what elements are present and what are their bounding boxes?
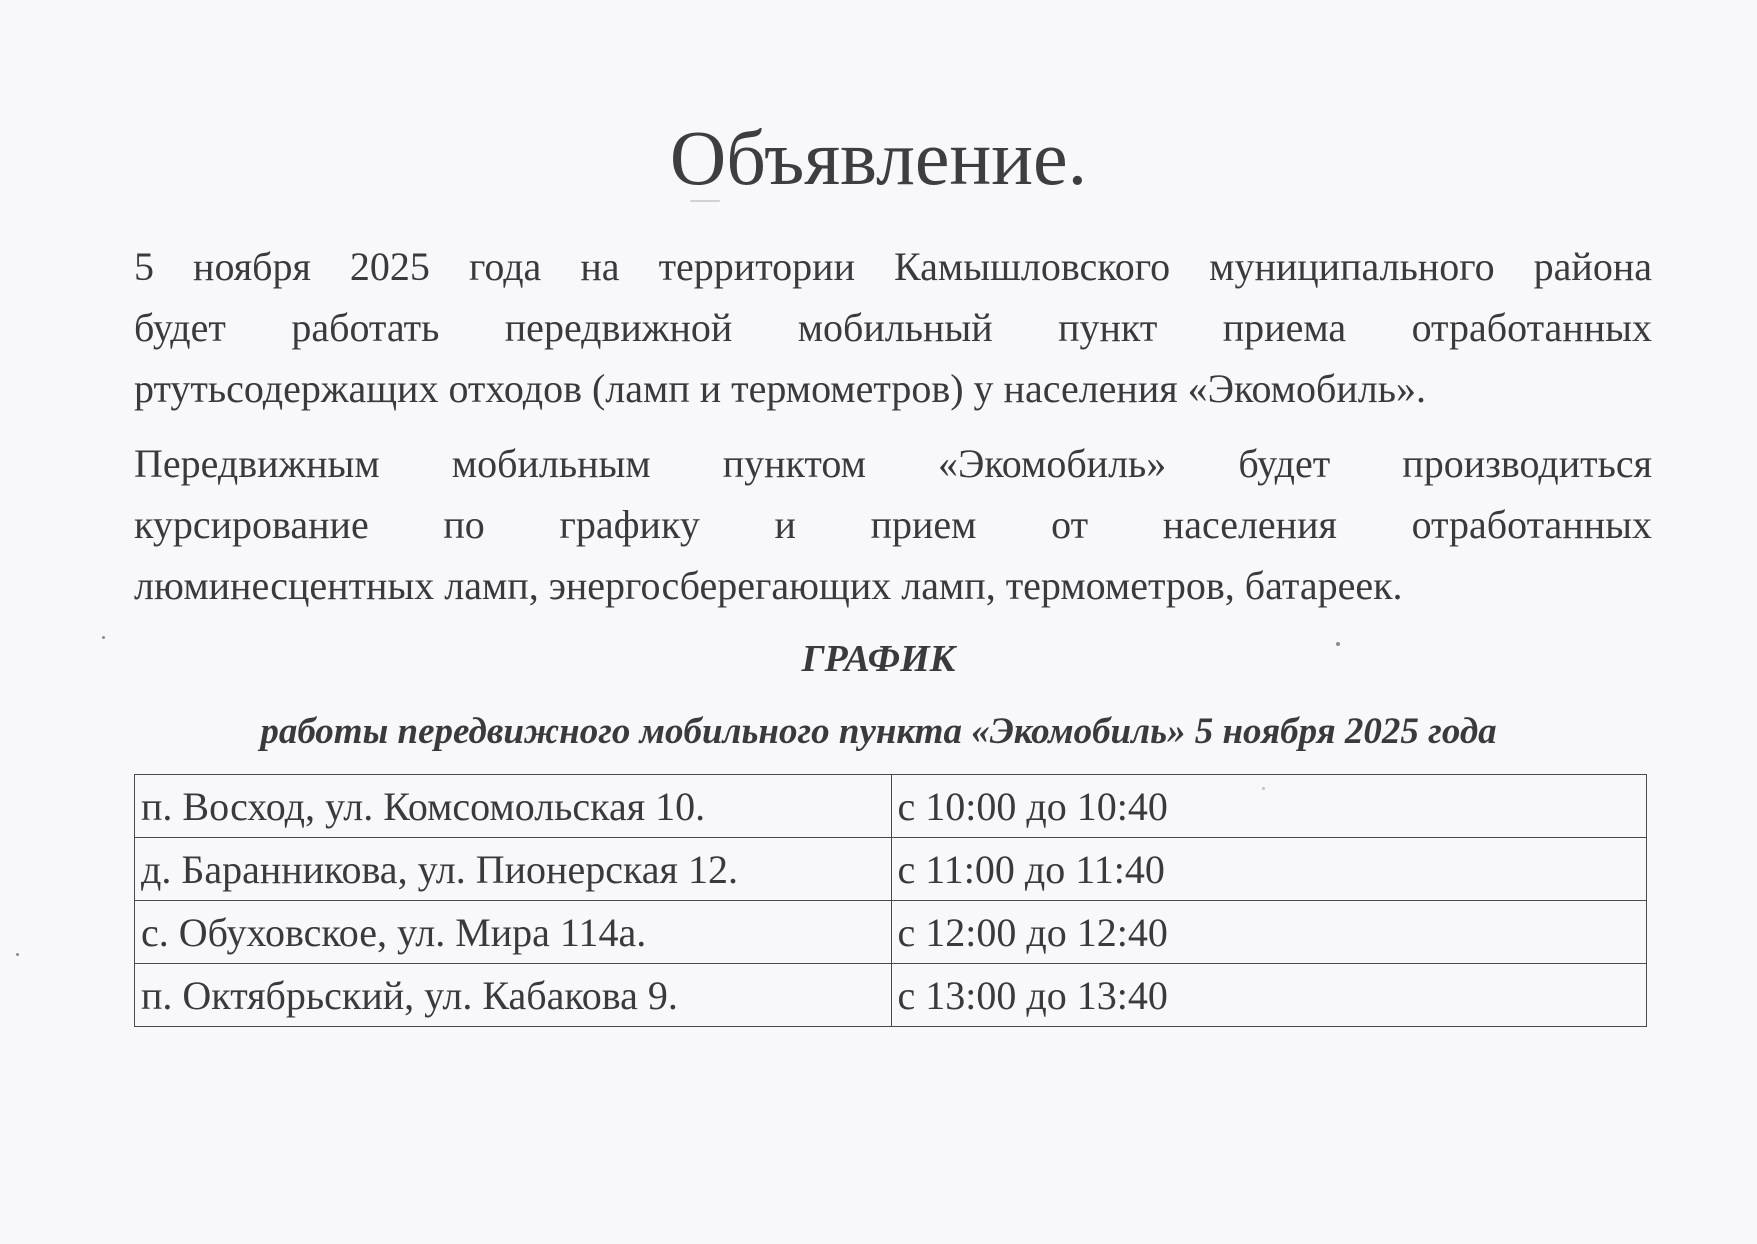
schedule-heading: ГРАФИК [801,638,956,680]
schedule-subheading: работы передвижного мобильного пункта «Экомобиль» 5 ноября 2025 года [260,711,1497,752]
scan-speck [1262,787,1265,790]
location-cell: д. Баранникова, ул. Пионерская 12. [135,838,892,901]
paragraph-line: ртутьсодержащих отходов (ламп и термометров) у населения «Экомобиль». [134,366,1426,411]
time-cell: с 13:00 до 13:40 [891,964,1647,1027]
location-cell: п. Восход, ул. Комсомольская 10. [135,775,892,838]
location-cell: с. Обуховское, ул. Мира 114а. [135,901,892,964]
scan-speck [102,636,105,639]
paragraph-announcement [134,236,1652,419]
location-cell: п. Октябрьский, ул. Кабакова 9. [135,964,892,1027]
scan-speck [16,953,19,956]
paragraph-line: 5 ноября 2025 года на территории Камышловского муниципального района [134,244,1652,289]
document-title: Объявление. [669,114,1088,201]
scan-speck [690,200,720,202]
table-row [135,775,1647,838]
paragraph-line: курсирование по графику и прием от населения отработанных [134,502,1652,547]
table-row [135,838,1647,901]
paragraph-line: люминесцентных ламп, энергосберегающих ламп, термометров, батареек. [134,563,1403,608]
table-row [135,964,1647,1027]
paragraph-line: будет работать передвижной мобильный пункт приема отработанных [134,305,1652,350]
time-cell: с 11:00 до 11:40 [891,838,1647,901]
paragraph-details [134,433,1652,616]
schedule-table [134,774,1647,1027]
table-row [135,901,1647,964]
scan-speck [1336,642,1340,646]
time-cell: с 12:00 до 12:40 [891,901,1647,964]
time-cell: с 10:00 до 10:40 [891,775,1647,838]
paragraph-line: Передвижным мобильным пунктом «Экомобиль» будет производиться [134,441,1652,486]
